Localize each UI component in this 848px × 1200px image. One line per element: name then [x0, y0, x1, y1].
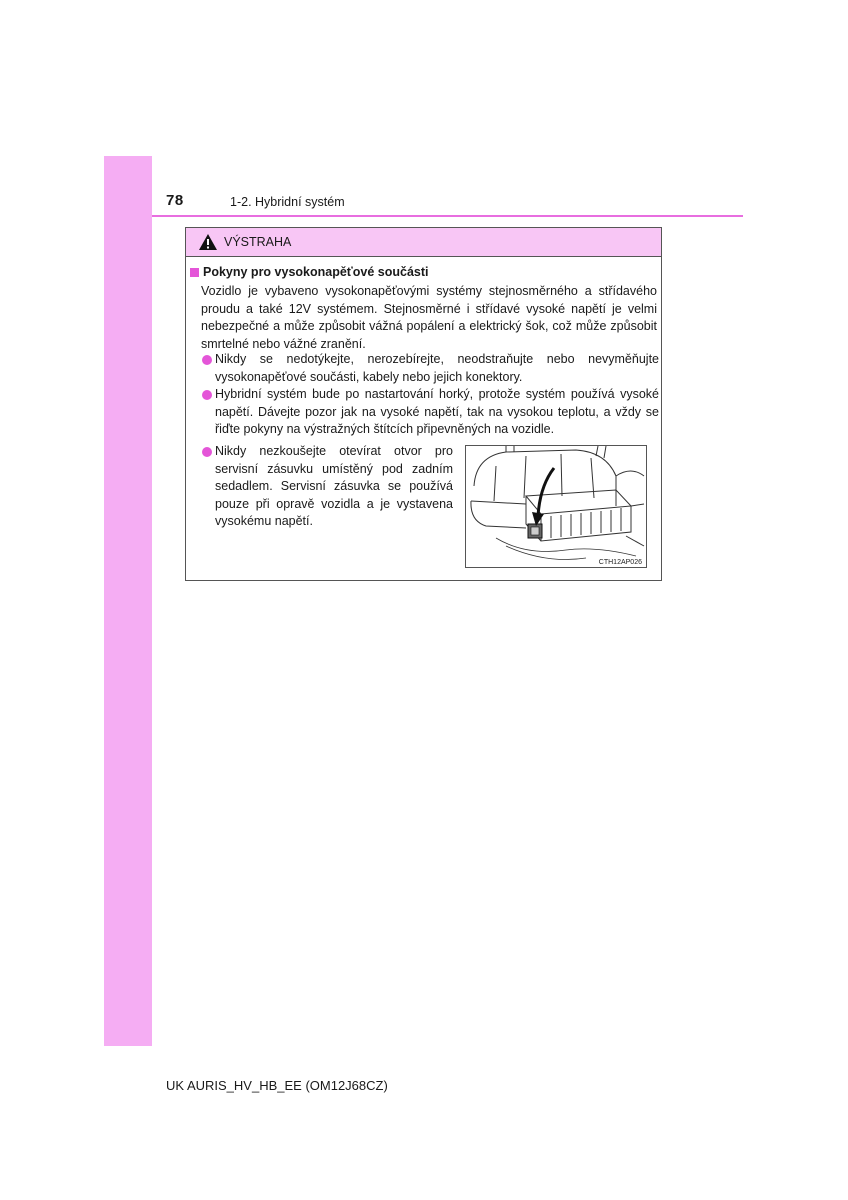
warning-bullet	[201, 443, 453, 531]
warning-triangle-icon	[198, 233, 218, 251]
section-title: 1-2. Hybridní systém	[230, 195, 345, 209]
warning-bullet	[201, 386, 659, 439]
page-number: 78	[166, 192, 184, 209]
service-plug-illustration	[465, 445, 647, 568]
subheading-text: Pokyny pro vysokonapěťové součásti	[203, 265, 429, 279]
figure-code: CTH12AP026	[598, 559, 642, 566]
warning-title: VÝSTRAHA	[224, 235, 292, 249]
circle-bullet-icon	[202, 447, 212, 457]
warning-box	[185, 227, 662, 581]
circle-bullet-icon	[202, 390, 212, 400]
circle-bullet-icon	[202, 355, 212, 365]
square-bullet-icon	[190, 268, 199, 277]
warning-header	[186, 228, 661, 257]
chapter-side-tab	[104, 156, 152, 1046]
manual-code-footer: UK AURIS_HV_HB_EE (OM12J68CZ)	[166, 1078, 388, 1093]
warning-paragraph: Vozidlo je vybaveno vysokonapěťovými systémy stejnosměrného a střídavého proudu a také 12V systémem. Stejnosměrné i střídavé vysoké napětí je velmi nebezpečné a může způsobit vážná popálení a elektrický šok, což může způsobit smrtelné nebo vážné zranění.	[201, 284, 657, 351]
rear-seat-battery-drawing	[466, 446, 646, 567]
header-divider	[152, 215, 743, 217]
bullet-text: Nikdy se nedotýkejte, nerozebírejte, neodstraňujte nebo nevyměňujte vysokonapěťové součásti, kabely nebo jejich konektory.	[215, 352, 659, 384]
bullet-text: Nikdy nezkoušejte otevírat otvor pro servisní zásuvku umístěný pod zadním sedadlem. Servisní zásuvka se používá pouze při opravě vozidla a je vystavena vysokému napětí.	[215, 444, 453, 528]
warning-subheading	[190, 265, 429, 279]
bullet-text: Hybridní systém bude po nastartování horký, protože systém používá vysoké napětí. Dávejte pozor jak na vysoké napětí, tak na vysokou teplotu, a vždy se řiďte pokyny na výstražných štítcích připevněných na vozidle.	[215, 387, 659, 436]
warning-bullet	[201, 351, 659, 386]
